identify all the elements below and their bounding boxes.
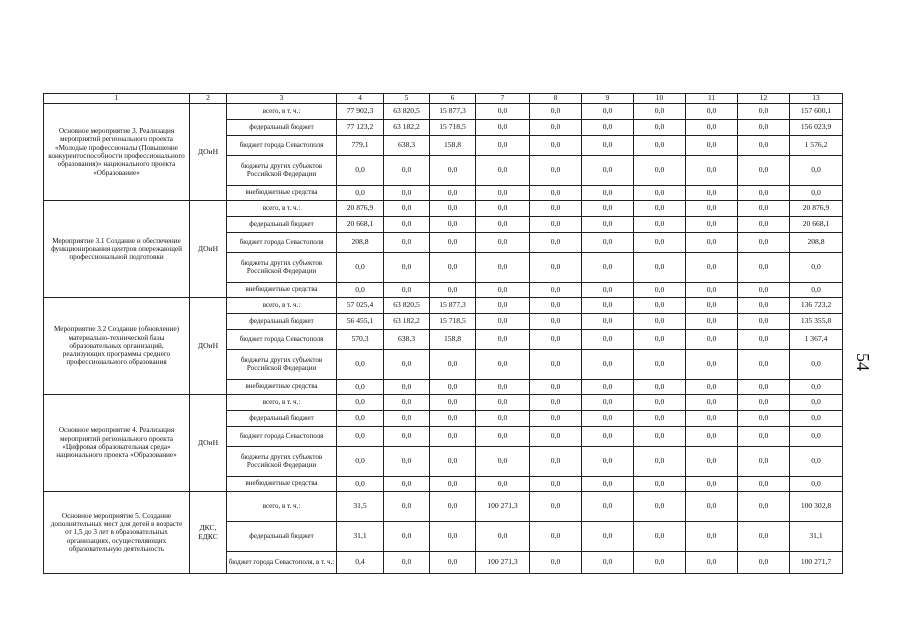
amount-cell: 0,0 <box>634 136 686 156</box>
amount-cell: 0,0 <box>790 447 843 477</box>
table-row <box>44 201 843 217</box>
funding-source: внебюджетные средства <box>227 283 337 298</box>
amount-cell: 0,0 <box>738 201 790 217</box>
amount-cell: 0,0 <box>582 253 634 283</box>
amount-cell: 0,0 <box>634 350 686 380</box>
amount-cell: 77 123,2 <box>337 120 384 136</box>
amount-cell: 0,0 <box>738 233 790 253</box>
amount-cell: 0,0 <box>476 477 530 492</box>
amount-cell: 0,0 <box>634 411 686 427</box>
column-number: 1 <box>44 94 190 104</box>
funding-source: всего, в т. ч.: <box>227 298 337 314</box>
executor: ДКС, ЕДКС <box>190 492 227 574</box>
amount-cell: 0,0 <box>686 283 738 298</box>
amount-cell: 0,0 <box>686 186 738 201</box>
amount-cell: 0,0 <box>337 253 384 283</box>
amount-cell: 0,0 <box>738 330 790 350</box>
amount-cell: 0,0 <box>634 233 686 253</box>
amount-cell: 0,0 <box>530 522 582 552</box>
amount-cell: 0,0 <box>634 120 686 136</box>
column-number: 11 <box>686 94 738 104</box>
funding-source: бюджеты других субъектов Российской Федерации <box>227 350 337 380</box>
amount-cell: 0,0 <box>530 427 582 447</box>
amount-cell: 0,0 <box>530 186 582 201</box>
amount-cell: 0,0 <box>738 314 790 330</box>
amount-cell: 0,0 <box>530 447 582 477</box>
amount-cell: 0,0 <box>384 552 430 574</box>
amount-cell: 100 271,7 <box>790 552 843 574</box>
amount-cell: 0,0 <box>790 186 843 201</box>
amount-cell: 0,0 <box>582 447 634 477</box>
amount-cell: 31,1 <box>337 522 384 552</box>
amount-cell: 0,0 <box>530 330 582 350</box>
amount-cell: 0,0 <box>476 156 530 186</box>
funding-source: бюджет города Севастополя <box>227 233 337 253</box>
amount-cell: 0,0 <box>582 314 634 330</box>
amount-cell: 0,0 <box>634 314 686 330</box>
amount-cell: 0,0 <box>476 104 530 120</box>
amount-cell: 0,0 <box>738 380 790 395</box>
amount-cell: 0,0 <box>634 298 686 314</box>
column-number: 10 <box>634 94 686 104</box>
amount-cell: 0,0 <box>686 411 738 427</box>
amount-cell: 0,0 <box>634 156 686 186</box>
amount-cell: 0,0 <box>738 427 790 447</box>
column-number: 13 <box>790 94 843 104</box>
amount-cell: 0,0 <box>686 350 738 380</box>
page-number: 54 <box>853 353 873 371</box>
amount-cell: 0,0 <box>790 156 843 186</box>
amount-cell: 1 576,2 <box>790 136 843 156</box>
amount-cell: 0,0 <box>634 104 686 120</box>
amount-cell: 779,1 <box>337 136 384 156</box>
funding-source: федеральный бюджет <box>227 217 337 233</box>
amount-cell: 0,0 <box>337 427 384 447</box>
amount-cell: 0,0 <box>430 350 476 380</box>
amount-cell: 15 718,5 <box>430 314 476 330</box>
amount-cell: 0,0 <box>530 283 582 298</box>
activity-name: Основное мероприятие 5. Создание дополнительных мест для детей в возрасте от 1,5 до 3 лет в образовательных организациях, осуществляющих образовательную деятельность <box>44 492 190 574</box>
amount-cell: 0,0 <box>582 411 634 427</box>
amount-cell: 0,0 <box>476 283 530 298</box>
funding-source: бюджет города Севастополя, в т. ч.: <box>227 552 337 574</box>
amount-cell: 0,0 <box>384 492 430 522</box>
amount-cell: 0,0 <box>738 552 790 574</box>
amount-cell: 0,0 <box>738 522 790 552</box>
amount-cell: 0,0 <box>476 350 530 380</box>
amount-cell: 0,0 <box>738 395 790 411</box>
amount-cell: 0,0 <box>430 186 476 201</box>
activity-name: Основное мероприятие 4. Реализация мероприятий регионального проекта «Цифровая образовательная среда» национального проекта «Образование» <box>44 395 190 492</box>
column-number: 7 <box>476 94 530 104</box>
amount-cell: 0,0 <box>634 283 686 298</box>
amount-cell: 0,0 <box>686 298 738 314</box>
amount-cell: 135 355,8 <box>790 314 843 330</box>
amount-cell: 0,0 <box>337 477 384 492</box>
amount-cell: 0,0 <box>582 552 634 574</box>
amount-cell: 0,0 <box>384 283 430 298</box>
amount-cell: 100 302,8 <box>790 492 843 522</box>
funding-source: внебюджетные средства <box>227 186 337 201</box>
executor: ДОиН <box>190 298 227 395</box>
amount-cell: 0,0 <box>790 380 843 395</box>
funding-source: бюджеты других субъектов Российской Федерации <box>227 156 337 186</box>
amount-cell: 0,0 <box>686 233 738 253</box>
amount-cell: 0,0 <box>530 314 582 330</box>
column-number: 3 <box>227 94 337 104</box>
amount-cell: 0,0 <box>738 447 790 477</box>
funding-source: всего, в т. ч.: <box>227 104 337 120</box>
amount-cell: 0,0 <box>686 201 738 217</box>
amount-cell: 0,0 <box>738 104 790 120</box>
amount-cell: 0,0 <box>582 298 634 314</box>
amount-cell: 0,0 <box>476 395 530 411</box>
amount-cell: 63 820,5 <box>384 104 430 120</box>
amount-cell: 0,0 <box>634 395 686 411</box>
column-number: 8 <box>530 94 582 104</box>
amount-cell: 0,0 <box>634 253 686 283</box>
amount-cell: 0,0 <box>582 427 634 447</box>
amount-cell: 0,0 <box>476 411 530 427</box>
amount-cell: 0,0 <box>582 120 634 136</box>
amount-cell: 0,0 <box>686 217 738 233</box>
amount-cell: 0,0 <box>634 552 686 574</box>
amount-cell: 0,0 <box>530 217 582 233</box>
amount-cell: 0,0 <box>530 104 582 120</box>
amount-cell: 0,0 <box>582 380 634 395</box>
amount-cell: 0,0 <box>384 427 430 447</box>
amount-cell: 20 876,9 <box>790 201 843 217</box>
amount-cell: 0,0 <box>337 156 384 186</box>
table-body <box>44 94 843 574</box>
amount-cell: 0,0 <box>634 330 686 350</box>
amount-cell: 0,0 <box>337 380 384 395</box>
amount-cell: 0,0 <box>634 477 686 492</box>
amount-cell: 0,0 <box>476 314 530 330</box>
amount-cell: 0,0 <box>384 350 430 380</box>
amount-cell: 31,1 <box>790 522 843 552</box>
amount-cell: 0,0 <box>430 217 476 233</box>
amount-cell: 0,0 <box>738 217 790 233</box>
amount-cell: 0,0 <box>476 380 530 395</box>
amount-cell: 638,3 <box>384 330 430 350</box>
column-number: 6 <box>430 94 476 104</box>
budget-table <box>43 93 843 574</box>
amount-cell: 0,0 <box>337 395 384 411</box>
funding-source: бюджет города Севастополя <box>227 330 337 350</box>
amount-cell: 0,0 <box>738 298 790 314</box>
funding-source: бюджеты других субъектов Российской Федерации <box>227 447 337 477</box>
amount-cell: 0,0 <box>738 350 790 380</box>
amount-cell: 0,0 <box>686 427 738 447</box>
amount-cell: 0,0 <box>476 253 530 283</box>
funding-source: внебюджетные средства <box>227 477 337 492</box>
amount-cell: 0,0 <box>738 411 790 427</box>
amount-cell: 0,0 <box>686 253 738 283</box>
funding-source: всего, в т. ч.: <box>227 395 337 411</box>
amount-cell: 0,0 <box>790 283 843 298</box>
executor: ДОиН <box>190 395 227 492</box>
amount-cell: 0,0 <box>582 395 634 411</box>
table-row <box>44 298 843 314</box>
amount-cell: 0,0 <box>634 380 686 395</box>
amount-cell: 0,0 <box>476 217 530 233</box>
column-number: 2 <box>190 94 227 104</box>
amount-cell: 0,0 <box>384 395 430 411</box>
funding-source: всего, в т. ч.: <box>227 492 337 522</box>
funding-source: бюджет города Севастополя <box>227 136 337 156</box>
amount-cell: 0,0 <box>430 492 476 522</box>
amount-cell: 0,0 <box>686 314 738 330</box>
amount-cell: 0,0 <box>582 522 634 552</box>
column-number: 4 <box>337 94 384 104</box>
amount-cell: 0,0 <box>686 104 738 120</box>
amount-cell: 0,0 <box>582 201 634 217</box>
amount-cell: 0,0 <box>430 395 476 411</box>
amount-cell: 0,0 <box>686 156 738 186</box>
amount-cell: 0,0 <box>582 492 634 522</box>
amount-cell: 0,0 <box>790 350 843 380</box>
amount-cell: 0,0 <box>634 447 686 477</box>
amount-cell: 0,0 <box>790 477 843 492</box>
amount-cell: 100 271,3 <box>476 552 530 574</box>
amount-cell: 0,0 <box>430 380 476 395</box>
amount-cell: 0,0 <box>738 120 790 136</box>
amount-cell: 77 902,3 <box>337 104 384 120</box>
amount-cell: 0,0 <box>476 201 530 217</box>
amount-cell: 15 877,3 <box>430 298 476 314</box>
amount-cell: 0,0 <box>337 350 384 380</box>
amount-cell: 15 718,5 <box>430 120 476 136</box>
amount-cell: 0,0 <box>430 233 476 253</box>
amount-cell: 638,3 <box>384 136 430 156</box>
amount-cell: 0,0 <box>686 120 738 136</box>
amount-cell: 0,0 <box>738 136 790 156</box>
amount-cell: 0,0 <box>582 477 634 492</box>
amount-cell: 0,0 <box>337 186 384 201</box>
amount-cell: 0,0 <box>476 330 530 350</box>
amount-cell: 0,0 <box>530 380 582 395</box>
amount-cell: 158,8 <box>430 330 476 350</box>
activity-name: Основное мероприятие 3. Реализация мероприятий регионального проекта «Молодые профессионалы (Повышение конкурентоспособности профессионального образования)» национального проекта «Образование» <box>44 104 190 201</box>
amount-cell: 0,0 <box>530 411 582 427</box>
amount-cell: 0,0 <box>430 427 476 447</box>
activity-name: Мероприятие 3.2 Создание (обновление) материально-технической базы образовательных организаций, реализующих программы среднего профессионального образования <box>44 298 190 395</box>
amount-cell: 0,0 <box>476 120 530 136</box>
amount-cell: 1 367,4 <box>790 330 843 350</box>
amount-cell: 0,0 <box>430 522 476 552</box>
amount-cell: 0,0 <box>634 186 686 201</box>
amount-cell: 158,8 <box>430 136 476 156</box>
activity-name: Мероприятие 3.1 Создание и обеспечение функционирования центров опережающей профессиональной подготовки <box>44 201 190 298</box>
amount-cell: 0,0 <box>530 298 582 314</box>
funding-source: всего, в т. ч.: <box>227 201 337 217</box>
amount-cell: 0,0 <box>476 186 530 201</box>
amount-cell: 63 182,2 <box>384 120 430 136</box>
amount-cell: 208,8 <box>337 233 384 253</box>
amount-cell: 0,0 <box>686 477 738 492</box>
funding-source: федеральный бюджет <box>227 120 337 136</box>
amount-cell: 20 668,1 <box>337 217 384 233</box>
amount-cell: 0,0 <box>582 186 634 201</box>
amount-cell: 0,0 <box>634 522 686 552</box>
amount-cell: 20 668,1 <box>790 217 843 233</box>
funding-source: бюджеты других субъектов Российской Федерации <box>227 253 337 283</box>
amount-cell: 0,0 <box>686 552 738 574</box>
budget-table-container <box>43 93 842 574</box>
amount-cell: 0,0 <box>738 253 790 283</box>
amount-cell: 0,0 <box>530 156 582 186</box>
amount-cell: 0,0 <box>384 156 430 186</box>
amount-cell: 0,0 <box>634 217 686 233</box>
amount-cell: 0,0 <box>430 447 476 477</box>
amount-cell: 0,0 <box>530 552 582 574</box>
amount-cell: 0,0 <box>384 253 430 283</box>
amount-cell: 0,0 <box>790 253 843 283</box>
amount-cell: 0,0 <box>686 522 738 552</box>
table-row <box>44 492 843 522</box>
amount-cell: 0,0 <box>430 253 476 283</box>
column-number-row <box>44 94 843 104</box>
amount-cell: 0,0 <box>476 447 530 477</box>
amount-cell: 0,0 <box>430 411 476 427</box>
amount-cell: 0,0 <box>384 477 430 492</box>
amount-cell: 0,0 <box>686 395 738 411</box>
amount-cell: 0,0 <box>582 233 634 253</box>
executor: ДОиН <box>190 201 227 298</box>
amount-cell: 0,0 <box>430 156 476 186</box>
amount-cell: 136 723,2 <box>790 298 843 314</box>
amount-cell: 0,0 <box>337 447 384 477</box>
amount-cell: 0,0 <box>634 427 686 447</box>
amount-cell: 0,0 <box>790 395 843 411</box>
funding-source: федеральный бюджет <box>227 522 337 552</box>
amount-cell: 57 025,4 <box>337 298 384 314</box>
column-number: 12 <box>738 94 790 104</box>
amount-cell: 0,0 <box>430 477 476 492</box>
amount-cell: 0,0 <box>582 283 634 298</box>
amount-cell: 0,0 <box>384 186 430 201</box>
funding-source: бюджет города Севастополя <box>227 427 337 447</box>
column-number: 5 <box>384 94 430 104</box>
amount-cell: 0,0 <box>384 201 430 217</box>
amount-cell: 31,5 <box>337 492 384 522</box>
amount-cell: 0,0 <box>582 136 634 156</box>
amount-cell: 63 820,5 <box>384 298 430 314</box>
funding-source: внебюджетные средства <box>227 380 337 395</box>
amount-cell: 0,0 <box>430 552 476 574</box>
amount-cell: 0,0 <box>530 253 582 283</box>
amount-cell: 0,0 <box>634 201 686 217</box>
amount-cell: 0,0 <box>738 186 790 201</box>
amount-cell: 0,0 <box>634 492 686 522</box>
amount-cell: 0,0 <box>530 477 582 492</box>
table-row <box>44 104 843 120</box>
amount-cell: 0,0 <box>530 492 582 522</box>
amount-cell: 0,0 <box>430 201 476 217</box>
amount-cell: 0,0 <box>686 447 738 477</box>
amount-cell: 0,0 <box>530 350 582 380</box>
amount-cell: 0,0 <box>530 395 582 411</box>
amount-cell: 0,4 <box>337 552 384 574</box>
amount-cell: 0,0 <box>738 156 790 186</box>
amount-cell: 0,0 <box>582 330 634 350</box>
amount-cell: 0,0 <box>476 233 530 253</box>
amount-cell: 100 271,3 <box>476 492 530 522</box>
amount-cell: 0,0 <box>476 427 530 447</box>
amount-cell: 0,0 <box>384 522 430 552</box>
amount-cell: 0,0 <box>790 427 843 447</box>
amount-cell: 0,0 <box>530 120 582 136</box>
amount-cell: 0,0 <box>476 136 530 156</box>
amount-cell: 570,3 <box>337 330 384 350</box>
table-row <box>44 395 843 411</box>
amount-cell: 156 023,9 <box>790 120 843 136</box>
amount-cell: 63 182,2 <box>384 314 430 330</box>
amount-cell: 0,0 <box>430 283 476 298</box>
amount-cell: 0,0 <box>738 492 790 522</box>
amount-cell: 20 876,9 <box>337 201 384 217</box>
column-number: 9 <box>582 94 634 104</box>
amount-cell: 0,0 <box>476 298 530 314</box>
amount-cell: 208,8 <box>790 233 843 253</box>
amount-cell: 0,0 <box>686 136 738 156</box>
amount-cell: 0,0 <box>476 522 530 552</box>
amount-cell: 0,0 <box>530 201 582 217</box>
amount-cell: 0,0 <box>384 447 430 477</box>
amount-cell: 0,0 <box>384 217 430 233</box>
amount-cell: 15 877,3 <box>430 104 476 120</box>
executor: ДОиН <box>190 104 227 201</box>
amount-cell: 0,0 <box>738 283 790 298</box>
amount-cell: 0,0 <box>384 380 430 395</box>
amount-cell: 0,0 <box>686 380 738 395</box>
funding-source: федеральный бюджет <box>227 411 337 427</box>
amount-cell: 0,0 <box>337 411 384 427</box>
amount-cell: 56 455,1 <box>337 314 384 330</box>
amount-cell: 0,0 <box>582 217 634 233</box>
amount-cell: 0,0 <box>686 492 738 522</box>
amount-cell: 157 600,1 <box>790 104 843 120</box>
amount-cell: 0,0 <box>530 136 582 156</box>
amount-cell: 0,0 <box>738 477 790 492</box>
amount-cell: 0,0 <box>686 330 738 350</box>
amount-cell: 0,0 <box>790 411 843 427</box>
amount-cell: 0,0 <box>384 411 430 427</box>
amount-cell: 0,0 <box>337 283 384 298</box>
amount-cell: 0,0 <box>582 156 634 186</box>
amount-cell: 0,0 <box>582 350 634 380</box>
funding-source: федеральный бюджет <box>227 314 337 330</box>
amount-cell: 0,0 <box>582 104 634 120</box>
amount-cell: 0,0 <box>384 233 430 253</box>
amount-cell: 0,0 <box>530 233 582 253</box>
